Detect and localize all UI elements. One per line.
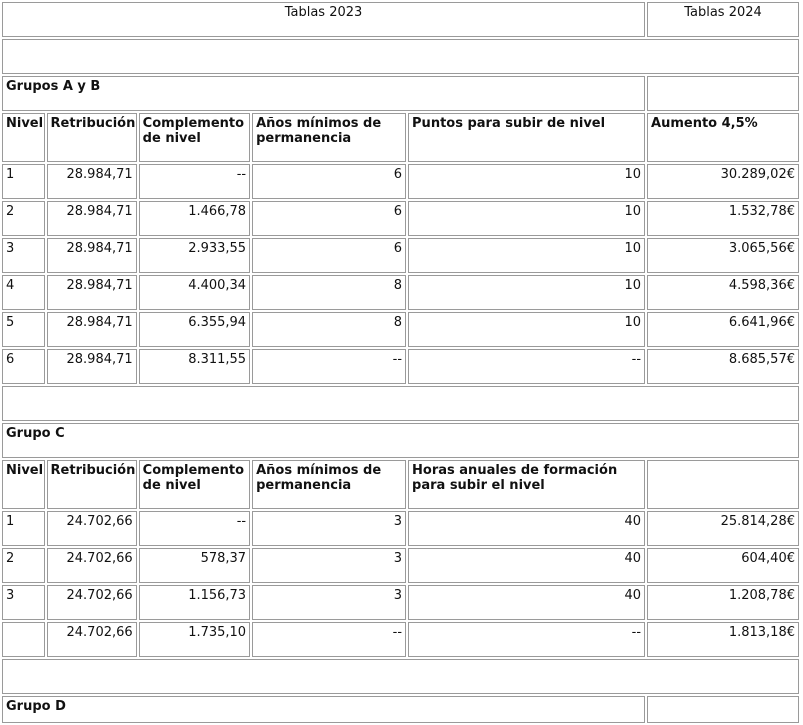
cell-nivel: 3 <box>2 238 45 273</box>
header-blank <box>647 460 799 509</box>
cell-horas: 40 <box>408 585 645 620</box>
cell-nivel <box>2 622 45 657</box>
cell-aumento: 8.685,57€ <box>647 349 799 384</box>
cell-horas: 40 <box>408 511 645 546</box>
header-retribucion: Retribución <box>47 460 137 509</box>
table-row <box>2 548 799 583</box>
header-anos: Años mínimos de permanencia <box>252 113 406 162</box>
cell-aumento: 6.641,96€ <box>647 312 799 347</box>
table-row <box>2 622 799 657</box>
year-2023-header: Tablas 2023 <box>2 2 645 37</box>
cell-aumento: 1.532,78€ <box>647 201 799 236</box>
cell-retribucion: 28.984,71 <box>47 312 137 347</box>
table-row <box>2 275 799 310</box>
table-row <box>2 164 799 199</box>
cell-puntos: 10 <box>408 164 645 199</box>
group-ab-title: Grupos A y B <box>2 76 645 111</box>
cell-complemento: 2.933,55 <box>139 238 250 273</box>
spacer-row <box>2 386 799 421</box>
cell-anos: 3 <box>252 548 406 583</box>
cell-aumento: 604,40€ <box>647 548 799 583</box>
cell-nivel: 1 <box>2 511 45 546</box>
cell-retribucion: 28.984,71 <box>47 238 137 273</box>
cell-anos: 6 <box>252 164 406 199</box>
group-d-title: Grupo D <box>2 696 645 723</box>
cell-anos: 8 <box>252 312 406 347</box>
table-row <box>2 511 799 546</box>
cell-nivel: 1 <box>2 164 45 199</box>
cell-puntos: 10 <box>408 201 645 236</box>
cell-aumento: 25.814,28€ <box>647 511 799 546</box>
cell-complemento: -- <box>139 164 250 199</box>
cell-complemento: 1.156,73 <box>139 585 250 620</box>
cell-nivel: 6 <box>2 349 45 384</box>
cell-horas: 40 <box>408 548 645 583</box>
cell-horas: -- <box>408 622 645 657</box>
table-row <box>2 201 799 236</box>
header-retribucion: Retribución <box>47 113 137 162</box>
cell-complemento: 4.400,34 <box>139 275 250 310</box>
table-row <box>2 312 799 347</box>
cell-complemento: 1.735,10 <box>139 622 250 657</box>
year-header-row <box>2 2 799 37</box>
cell-retribucion: 28.984,71 <box>47 349 137 384</box>
cell-aumento: 30.289,02€ <box>647 164 799 199</box>
cell-anos: 6 <box>252 201 406 236</box>
column-header-row <box>2 113 799 162</box>
cell-complemento: 6.355,94 <box>139 312 250 347</box>
cell-retribucion: 24.702,66 <box>47 622 137 657</box>
group-title-row <box>2 423 799 458</box>
header-puntos: Puntos para subir de nivel <box>408 113 645 162</box>
spacer-row <box>2 659 799 694</box>
cell-anos: 6 <box>252 238 406 273</box>
table-row <box>2 238 799 273</box>
cell-puntos: 10 <box>408 238 645 273</box>
cell-complemento: 1.466,78 <box>139 201 250 236</box>
cell-retribucion: 24.702,66 <box>47 548 137 583</box>
cell-puntos: -- <box>408 349 645 384</box>
year-2024-header: Tablas 2024 <box>647 2 799 37</box>
cell-nivel: 3 <box>2 585 45 620</box>
cell-aumento: 1.813,18€ <box>647 622 799 657</box>
cell-nivel: 5 <box>2 312 45 347</box>
header-nivel: Nivel <box>2 113 45 162</box>
header-complemento: Complemento de nivel <box>139 113 250 162</box>
group-title-row <box>2 696 799 723</box>
cell-retribucion: 28.984,71 <box>47 164 137 199</box>
cell-nivel: 4 <box>2 275 45 310</box>
header-horas: Horas anuales de formación para subir el nivel <box>408 460 645 509</box>
cell-nivel: 2 <box>2 548 45 583</box>
cell-complemento: 8.311,55 <box>139 349 250 384</box>
column-header-row <box>2 460 799 509</box>
spacer-row <box>2 39 799 74</box>
table-row <box>2 585 799 620</box>
salary-table-body <box>2 2 799 723</box>
cell-retribucion: 28.984,71 <box>47 275 137 310</box>
cell-nivel: 2 <box>2 201 45 236</box>
cell-anos: -- <box>252 622 406 657</box>
cell-puntos: 10 <box>408 275 645 310</box>
cell-puntos: 10 <box>408 312 645 347</box>
header-anos: Años mínimos de permanencia <box>252 460 406 509</box>
cell-aumento: 1.208,78€ <box>647 585 799 620</box>
cell-retribucion: 24.702,66 <box>47 585 137 620</box>
cell-aumento: 4.598,36€ <box>647 275 799 310</box>
cell-anos: 3 <box>252 585 406 620</box>
cell-complemento: 578,37 <box>139 548 250 583</box>
cell-anos: -- <box>252 349 406 384</box>
cell-aumento: 3.065,56€ <box>647 238 799 273</box>
cell-anos: 3 <box>252 511 406 546</box>
group-title-row <box>2 76 799 111</box>
header-complemento: Complemento de nivel <box>139 460 250 509</box>
header-nivel: Nivel <box>2 460 45 509</box>
group-c-title: Grupo C <box>2 423 799 458</box>
cell-retribucion: 28.984,71 <box>47 201 137 236</box>
cell-retribucion: 24.702,66 <box>47 511 137 546</box>
header-aumento: Aumento 4,5% <box>647 113 799 162</box>
cell-complemento: -- <box>139 511 250 546</box>
cell-anos: 8 <box>252 275 406 310</box>
table-row <box>2 349 799 384</box>
